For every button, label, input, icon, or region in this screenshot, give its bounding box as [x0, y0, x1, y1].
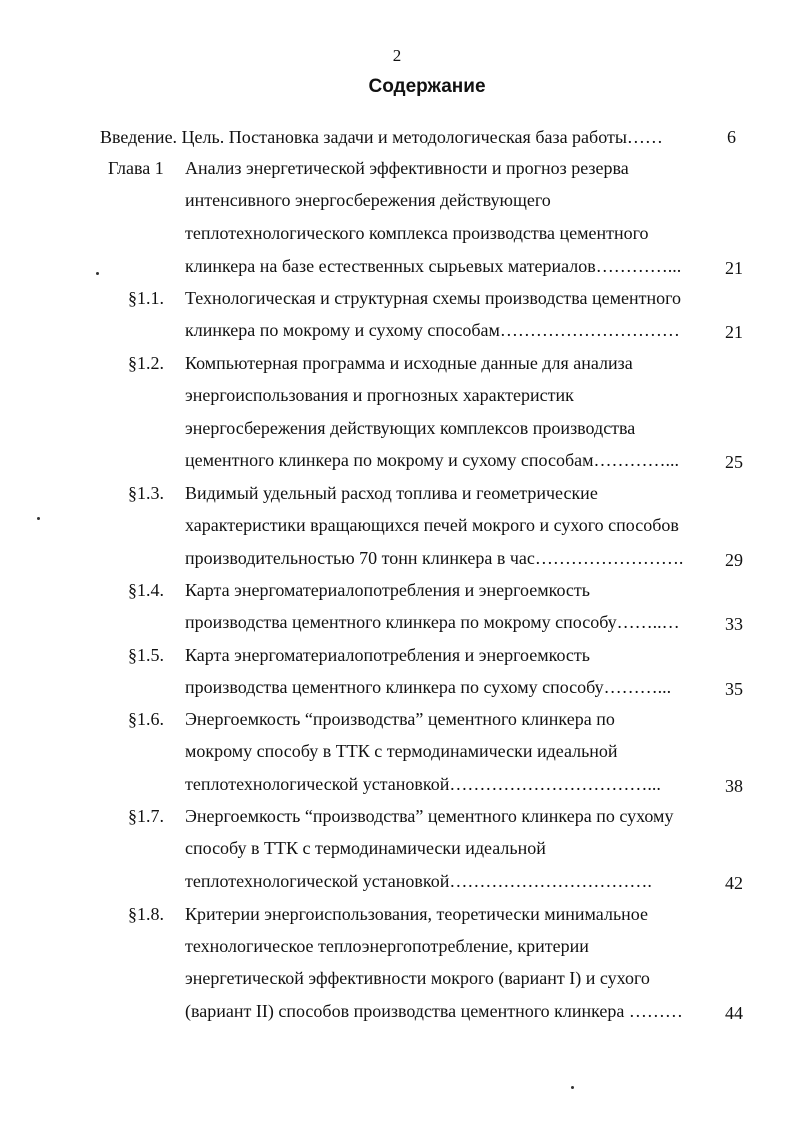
toc-entry-line: мокрому способу в ТТК с термодинамически идеальной — [185, 741, 618, 761]
toc-entry-line: Критерии энергоиспользования, теоретически минимальное — [185, 904, 648, 924]
toc-entry-line: характеристики вращающихся печей мокрого и сухого способов — [185, 515, 679, 535]
toc-entry-line: теплотехнологической установкой……………………………... — [185, 774, 661, 794]
toc-entry-page: 6 — [727, 127, 736, 147]
toc-entry-page: 44 — [725, 1003, 743, 1023]
toc-entry-page: 35 — [725, 679, 743, 699]
toc-entry-line: Компьютерная программа и исходные данные для анализа — [185, 353, 633, 373]
page-title: Содержание — [368, 76, 486, 97]
page-number: 2 — [392, 46, 402, 65]
toc-entry-line: цементного клинкера по мокрому и сухому способам…………... — [185, 450, 679, 470]
toc-entry-line: производства цементного клинкера по мокрому способу……..… — [185, 612, 680, 632]
section-number: §1.5. — [128, 645, 164, 665]
section-number: §1.1. — [128, 288, 164, 308]
toc-entry-line: интенсивного энергосбережения действующего — [185, 190, 551, 210]
toc-entry-line: (вариант II) способов производства цементного клинкера ……… — [185, 1001, 683, 1021]
toc-entry-line: Карта энергоматериалопотребления и энергоемкость — [185, 580, 590, 600]
toc-entry-line: Энергоемкость “производства” цементного клинкера по сухому — [185, 806, 674, 826]
toc-entry-line: производства цементного клинкера по сухому способу………... — [185, 677, 672, 697]
section-number: §1.2. — [128, 353, 164, 373]
toc-entry-line: клинкера на базе естественных сырьевых материалов…………... — [185, 256, 682, 276]
toc-entry-line: теплотехнологического комплекса производства цементного — [185, 223, 649, 243]
toc-entry-page: 29 — [725, 550, 743, 570]
toc-entry-page: 25 — [725, 452, 743, 472]
scan-speck — [37, 517, 40, 520]
section-number: §1.7. — [128, 806, 164, 826]
scan-speck — [571, 1086, 574, 1089]
toc-entry-line: энергоиспользования и прогнозных характеристик — [185, 385, 574, 405]
toc-entry-page: 42 — [725, 873, 743, 893]
section-number: §1.8. — [128, 904, 164, 924]
toc-entry-page: 21 — [725, 258, 743, 278]
toc-entry-page: 21 — [725, 322, 743, 342]
toc-entry-page: 33 — [725, 614, 743, 634]
section-number: §1.4. — [128, 580, 164, 600]
toc-entry-line: Технологическая и структурная схемы производства цементного — [185, 288, 682, 308]
toc-entry-line: производительностью 70 тонн клинкера в час……………………. — [185, 548, 684, 568]
toc-entry-line: теплотехнологической установкой……………………………. — [185, 871, 652, 891]
toc-entry-line: способу в ТТК с термодинамически идеальной — [185, 838, 546, 858]
toc-entry-page: 38 — [725, 776, 743, 796]
chapter-label: Глава 1 — [108, 158, 164, 178]
toc-entry-line: технологическое теплоэнергопотребление, критерии — [185, 936, 589, 956]
toc-entry-line: Энергоемкость “производства” цементного клинкера по — [185, 709, 615, 729]
scan-speck — [96, 272, 99, 275]
toc-entry-line: энергетической эффективности мокрого (вариант I) и сухого — [185, 968, 650, 988]
section-number: §1.6. — [128, 709, 164, 729]
toc-entry-line: энергосбережения действующих комплексов производства — [185, 418, 636, 438]
toc-entry-text: Введение. Цель. Постановка задачи и методологическая база работы…… — [100, 127, 663, 147]
toc-entry-line: Карта энергоматериалопотребления и энергоемкость — [185, 645, 590, 665]
toc-entry-line: Видимый удельный расход топлива и геометрические — [185, 483, 598, 503]
section-number: §1.3. — [128, 483, 164, 503]
toc-entry-line: клинкера по мокрому и сухому способам………………………… — [185, 320, 680, 340]
toc-entry-line: Анализ энергетической эффективности и прогноз резерва — [185, 158, 629, 178]
